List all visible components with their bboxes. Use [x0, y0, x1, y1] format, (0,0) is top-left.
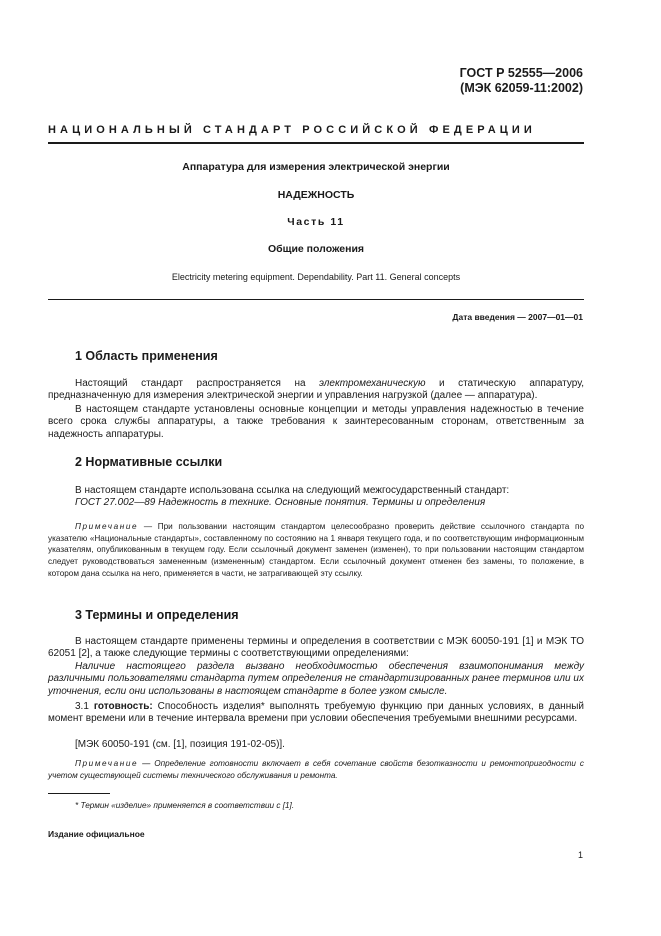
section-3-paragraph-2 [48, 661, 584, 698]
section-3-heading [75, 608, 584, 622]
definition-reference [48, 739, 584, 751]
national-standard-banner: НАЦИОНАЛЬНЫЙ СТАНДАРТ РОССИЙСКОЙ ФЕДЕРАЦИИ [48, 124, 536, 136]
title-part: Часть 11 [287, 216, 345, 228]
section-1-paragraph-2 [48, 404, 584, 441]
text: и статическую аппаратуру, предназначенную для измерения электрической энергии и управления нагрузкой (далее — аппаратура). [48, 378, 584, 402]
introduction-date: Дата введения — 2007—01—01 [452, 312, 583, 322]
document-identifiers [460, 66, 583, 96]
gost-number: ГОСТ Р 52555—2006 [459, 66, 583, 80]
title-line-1: Аппаратура для измерения электрической энергии [182, 161, 450, 173]
title-rule [48, 299, 584, 300]
definition-term: готовность: [93, 701, 153, 712]
section-2-note [48, 521, 584, 580]
edition-label: Издание официальное [48, 829, 145, 839]
definition-3-1 [48, 701, 584, 726]
note-text: — Определение готовности включает в себя сочетание свойств безотказности и ремонтопригодности с учетом существующей системы технического обслуживания и ремонта. [48, 759, 584, 780]
section-1-heading [75, 349, 584, 363]
title-line-2: НАДЕЖНОСТЬ [277, 189, 355, 201]
section-2-reference [48, 497, 584, 509]
note-label: Примечание [75, 522, 139, 531]
header-rule [48, 142, 584, 144]
title-line-4: Общие положения [267, 243, 365, 255]
definition-text: Способность изделия* выполнять требуемую функцию при данных условиях, в данный момент времени или в течение интервала времени при условии обеспечения требуемыми внешними ресурсами. [48, 701, 584, 725]
section-3-note [48, 758, 584, 781]
page-number: 1 [577, 850, 583, 860]
definition-number: 3.1 [75, 701, 94, 712]
section-heading: 1 Область применения [75, 349, 218, 363]
section-2-heading [75, 455, 584, 469]
reference-text: [МЭК 60050-191 (см. [1], позиция 191-02-05)]. [75, 739, 285, 750]
section-2-paragraph-1 [48, 485, 584, 497]
iec-number: (МЭК 62059-11:2002) [460, 81, 583, 95]
note-text: — При пользовании настоящим стандартом целесообразно проверить действие ссылочного стандарта по указателю «Национальные стандарты», составленному по состоянию на 1 января текущего года, и по соответствующим информационным указателям, опубликованным в текущем году. Если ссылочный документ заменен (изменен), то при пользовании настоящим стандартом следует руководствоваться замененным (измененным) стандартом. Если ссылочный документ отменен без замены, то положение, в котором дана ссылка на него, применяется в части, не затрагивающей эту ссылку. [48, 522, 584, 578]
english-title: Electricity metering equipment. Dependability. Part 11. General concepts [171, 272, 461, 282]
text: В настоящем стандарте использована ссылка на следующий межгосударственный стандарт: [75, 485, 510, 496]
footnote-rule [48, 793, 110, 794]
section-heading: 3 Термины и определения [75, 608, 239, 622]
text: В настоящем стандарте применены термины и определения в соответствии с МЭК 60050-191 [1] и МЭК ТО 62051 [2], а также следующие термины с соответствующими определениями: [48, 636, 584, 660]
reference-text: ГОСТ 27.002—89 Надежность в технике. Основные понятия. Термины и определения [75, 497, 486, 508]
italic-text: электромеханическую [319, 378, 426, 389]
section-1-paragraph-1 [48, 378, 584, 403]
note-label: Примечание [75, 759, 139, 768]
footnote: * Термин «изделие» применяется в соответствии с [1]. [75, 801, 295, 810]
section-heading: 2 Нормативные ссылки [75, 455, 223, 469]
text: Настоящий стандарт распространяется на [75, 378, 320, 389]
text: В настоящем стандарте установлены основные концепции и методы управления надежностью в течение всего срока службы аппаратуры, а также требования к заинтересованным сторонам, ответственным за надежность аппаратуры. [48, 404, 584, 440]
section-3-paragraph-1 [48, 636, 584, 661]
italic-text: Наличие настоящего раздела вызвано необходимостью обеспечения взаимопонимания между различными пользователями стандарта путем определения не стандартизированных ранее терминов или их уточнения, если они использованы в настоящем стандарте в более узком смысле. [48, 661, 584, 697]
